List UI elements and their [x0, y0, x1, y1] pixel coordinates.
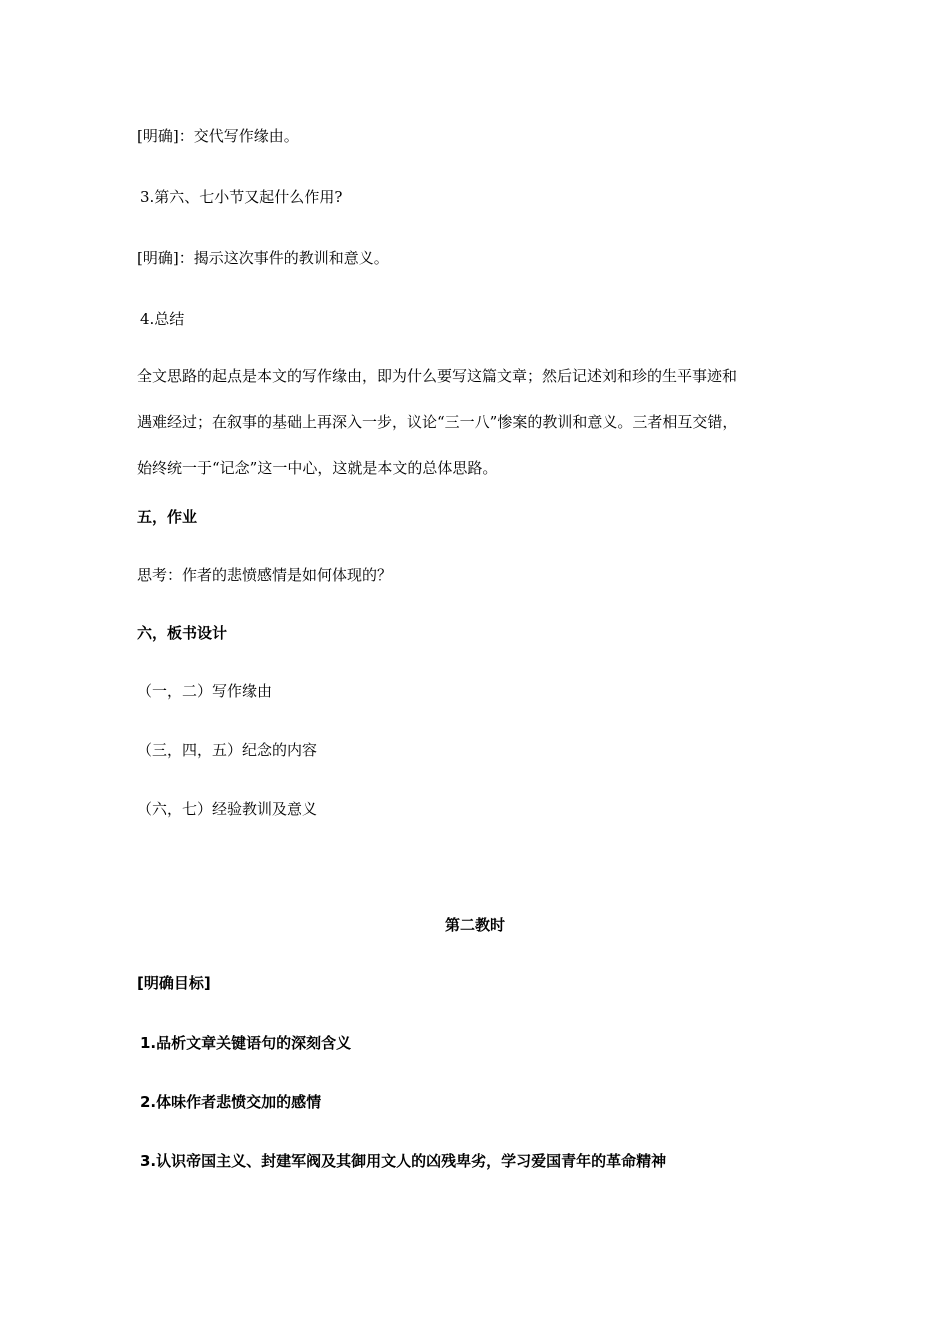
goal-item-2: 2.体味作者悲愤交加的感情: [140, 1093, 322, 1111]
summary-line-2: 遇难经过；在叙事的基础上再深入一步，议论“三一八”惨案的教训和意义。三者相互交错，: [137, 413, 738, 431]
homework-heading: 五，作业: [137, 508, 198, 526]
board-item-3: （六，七）经验教训及意义: [137, 800, 318, 818]
goal-item-3: 3.认识帝国主义、封建军阀及其御用文人的凶残卑劣，学习爱国青年的革命精神: [140, 1152, 667, 1170]
board-item-2: （三，四，五）纪念的内容: [137, 741, 318, 759]
summary-paragraph: [137, 353, 827, 491]
answer-2: [明确]：揭示这次事件的教训和意义。: [137, 249, 389, 267]
summary-line-3: 始终统一于“记念”这一中心，这就是本文的总体思路。: [137, 459, 498, 477]
goals-heading: [明确目标]: [137, 974, 211, 992]
summary-heading: 4.总结: [140, 310, 185, 328]
homework-text: 思考：作者的悲愤感情是如何体现的？: [137, 566, 393, 584]
board-item-1: （一，二）写作缘由: [137, 682, 273, 700]
lesson2-title: 第二教时: [444, 916, 505, 934]
answer-1: [明确]：交代写作缘由。: [137, 127, 299, 145]
summary-line-1: 全文思路的起点是本文的写作缘由，即为什么要写这篇文章；然后记述刘和珍的生平事迹和: [137, 367, 738, 385]
question-3: 3.第六、七小节又起什么作用?: [140, 188, 343, 206]
board-heading: 六，板书设计: [137, 624, 228, 642]
goal-item-1: 1.品析文章关键语句的深刻含义: [140, 1034, 352, 1052]
